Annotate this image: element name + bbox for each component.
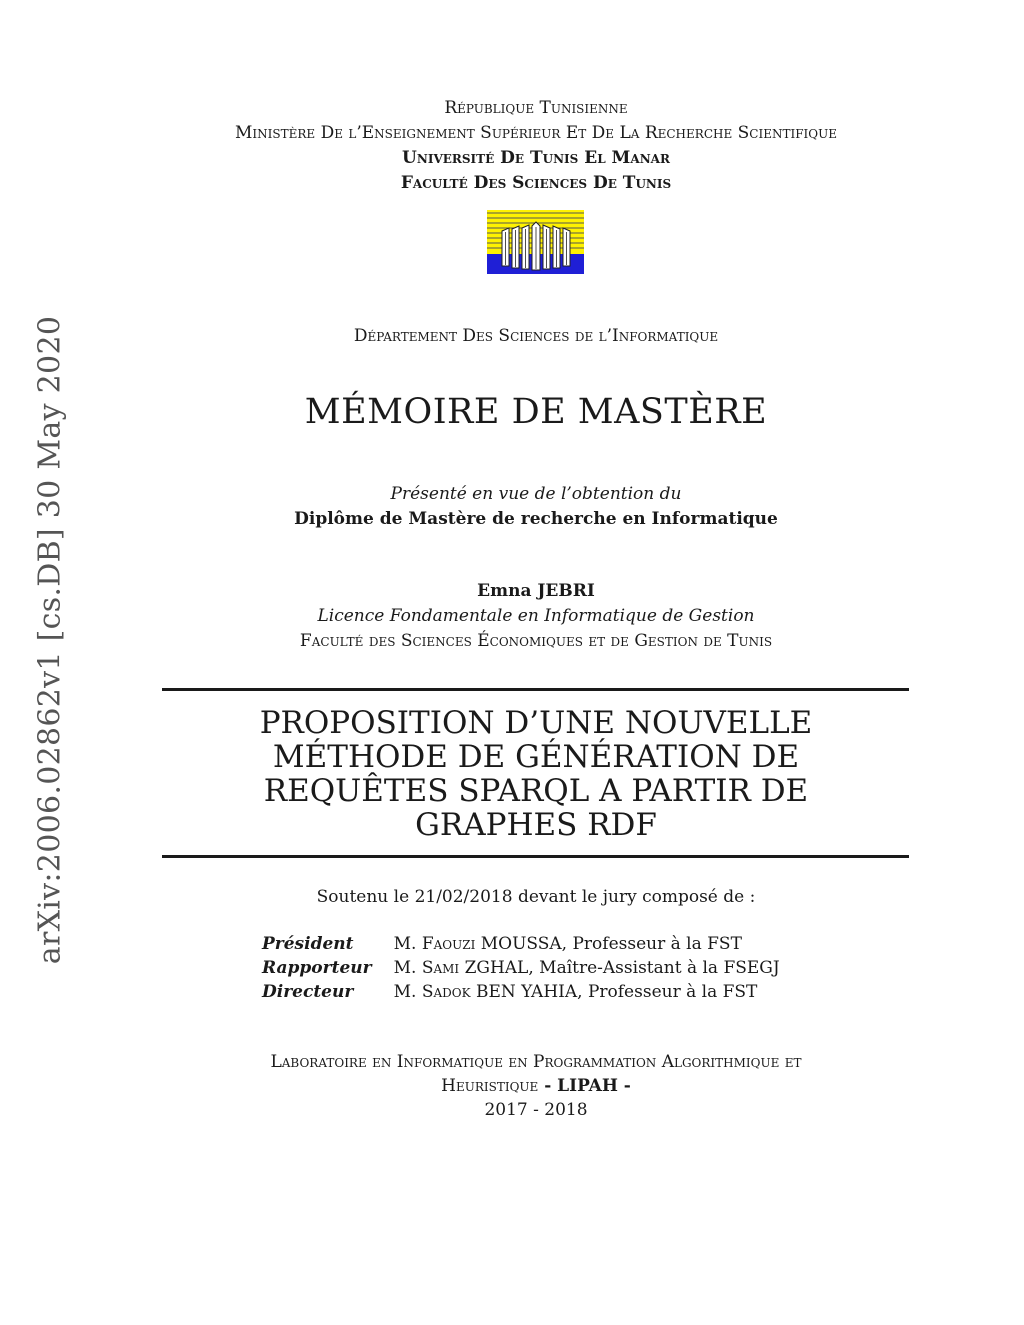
academic-years: 2017 - 2018: [484, 1100, 588, 1120]
thesis-title-line: MÉTHODE DE GÉNÉRATION DE: [272, 739, 800, 775]
jury-last-name: MOUSSA: [480, 934, 562, 954]
jury-first-name: Sadok: [421, 982, 471, 1002]
ministry-line: Ministère De l’Enseignement Supérieur Et De La Recherche Scientifique: [235, 123, 837, 143]
title-rule-top: [162, 688, 909, 691]
university-line: Université De Tunis El Manar: [402, 148, 670, 168]
presented-intro: Présenté en vue de l’obtention du: [390, 484, 682, 504]
jury-last-name: BEN YAHIA: [475, 982, 578, 1002]
thesis-title-line: GRAPHES RDF: [415, 807, 657, 843]
jury-table: [262, 932, 780, 1004]
author-institution: Faculté des Sciences Économiques et de Gestion de Tunis: [299, 631, 773, 651]
presented-for: [160, 482, 912, 532]
author-degree: Licence Fondamentale en Informatique de Gestion: [317, 606, 755, 626]
lab-acronym: - LIPAH -: [538, 1076, 631, 1096]
jury-row: [262, 932, 780, 956]
jury-role: Président: [262, 934, 354, 954]
thesis-title-line: REQUÊTES SPARQL A PARTIR DE: [263, 773, 809, 809]
diploma-name: Diplôme de Mastère de recherche en Informatique: [294, 509, 778, 529]
lab-name-line2: [160, 1074, 912, 1098]
lab-name-end: Heuristique: [441, 1076, 539, 1096]
arxiv-stamp: arXiv:2006.02862v1 [cs.DB] 30 May 2020: [32, 315, 68, 965]
lab-name-line1: Laboratoire en Informatique en Programmation Algorithmique et: [270, 1052, 802, 1072]
jury-member: M. Sami ZGHAL, Maître-Assistant à la FSEGJ: [393, 958, 780, 978]
author-name: Emna JEBRI: [477, 581, 595, 601]
institution-header: [160, 96, 912, 196]
jury-position: , Professeur à la FST: [577, 982, 758, 1002]
jury-last-name: ZGHAL: [464, 958, 529, 978]
department: Département Des Sciences de l’Informatique: [353, 326, 719, 346]
author-block: [160, 579, 912, 654]
jury-member: M. Sadok BEN YAHIA, Professeur à la FST: [393, 982, 758, 1002]
jury-member: M. Faouzi MOUSSA, Professeur à la FST: [393, 934, 742, 954]
memoire-title: MÉMOIRE DE MASTÈRE: [304, 392, 768, 432]
thesis-title-line: PROPOSITION D’UNE NOUVELLE: [259, 705, 813, 741]
thesis-title: [160, 706, 912, 842]
jury-role: Rapporteur: [262, 958, 372, 978]
university-emblem-icon: [487, 210, 584, 274]
jury-position: , Professeur à la FST: [561, 934, 742, 954]
republic-line: République Tunisienne: [444, 98, 628, 118]
jury-row: [262, 980, 780, 1004]
jury-first-name: Sami: [421, 958, 460, 978]
laboratory-block: [160, 1050, 912, 1122]
jury-role: Directeur: [262, 982, 354, 1002]
faculty-line: Faculté Des Sciences De Tunis: [400, 173, 672, 193]
title-rule-bottom: [162, 855, 909, 858]
jury-row: [262, 956, 780, 980]
jury-first-name: Faouzi: [421, 934, 476, 954]
jury-position: , Maître-Assistant à la FSEGJ: [528, 958, 780, 978]
defense-statement: Soutenu le 21/02/2018 devant le jury composé de :: [316, 887, 756, 907]
